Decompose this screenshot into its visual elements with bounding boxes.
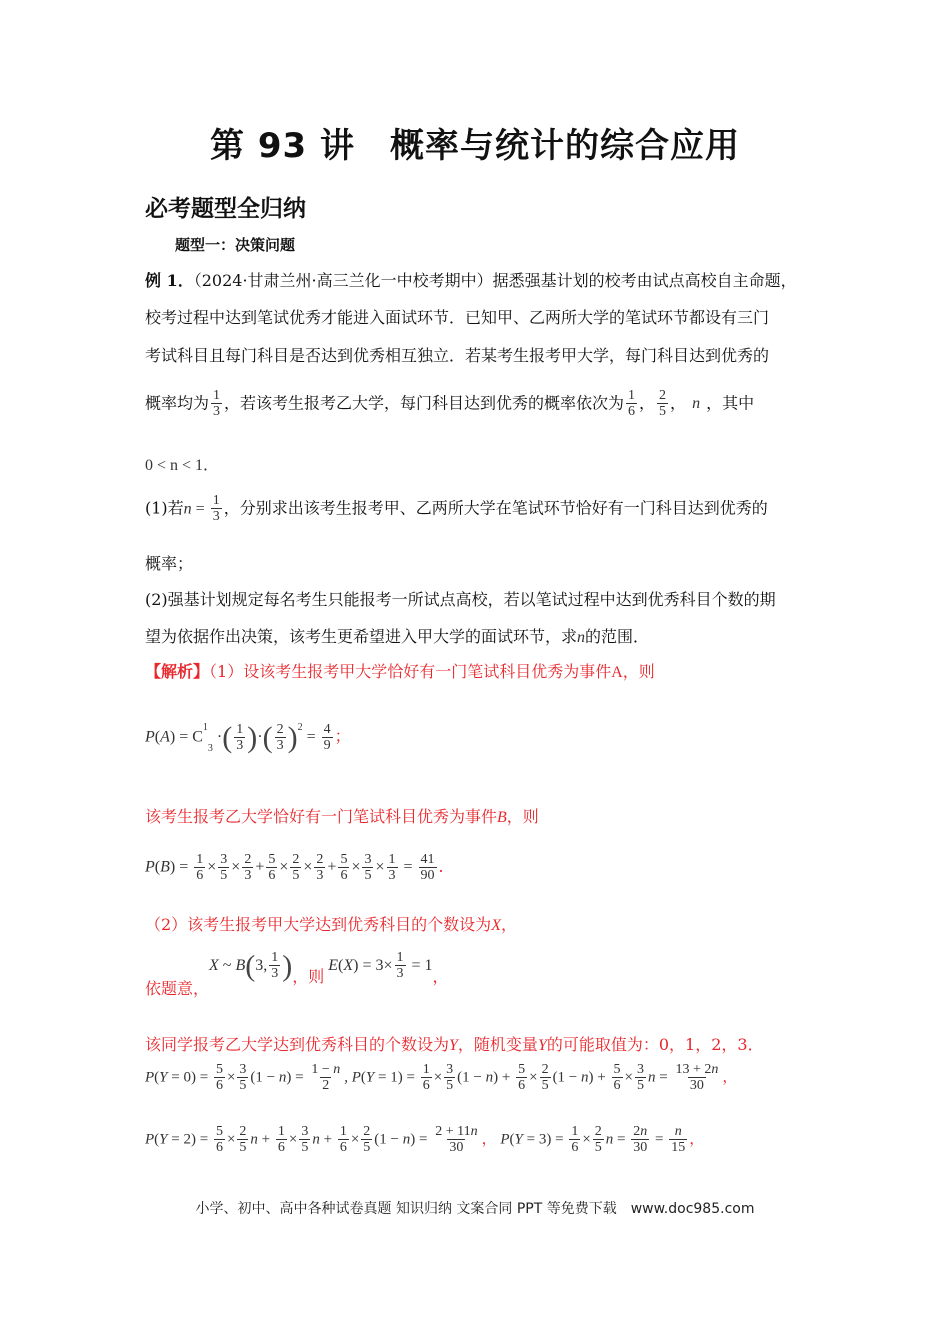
solution-line-4: 依题意，X ~ B(3, $\frac{1}{3}$ )，则 E(X) = 3× $\frac{1}{3}$ = 1，	[145, 948, 449, 998]
section-heading: 必考题型全归纳	[145, 196, 306, 222]
solution-text-3: （2）该考生报考甲大学达到优秀科目的个数设为	[145, 915, 492, 934]
line4-text-b: ，若该考生报考乙大学，每门科目达到优秀的概率依次为	[224, 393, 625, 413]
example-line-5: 0 < n < 1．	[145, 457, 220, 474]
formula-p-b: P(B) = $\frac{1}{6}$ × $\frac{3}{5}$ × $\frac{2}{3}$ + $\frac{5}{6}$ × $\frac{2}{5}$ × $\frac{2}{3}$ + $\frac{5}{6}$ × $\frac{3}{5}$ × $\frac{1}{3}$ = $\frac{41}{90}$ ．	[145, 852, 455, 884]
subsection-heading: 题型一：决策问题	[175, 236, 296, 254]
solution-label: 【解析】	[145, 662, 210, 681]
fraction-1-6: $\frac{1}{6}$	[628, 388, 636, 420]
solution-line-1: 【解析】（1）设该考生报考甲大学恰好有一门笔试科目优秀为事件A，则	[145, 662, 655, 681]
q2-text-c: 的范围．	[585, 627, 650, 646]
q1-math: n	[183, 500, 192, 518]
solution-text-4b: ，则	[292, 966, 325, 986]
var-n: n	[692, 395, 701, 413]
solution-text-4a: 依题意，	[145, 978, 210, 998]
question-1-cont: 概率；	[145, 554, 194, 573]
var-n-2: n	[577, 629, 586, 646]
question-2-line-2	[145, 624, 649, 647]
q1-text-a: (1)若	[145, 498, 184, 518]
question-1: (1)若n = $\frac{1}{3}$ ，分别求出该考生报考甲、乙两所大学在笔试环节恰好有一门科目达到优秀的	[145, 493, 768, 525]
solution-text-5: 该同学报考乙大学达到优秀科目的个数设为	[145, 1035, 450, 1054]
fraction-1-3: $\frac{1}{3}$	[213, 388, 221, 420]
q2-text-b: 望为依据作出决策，该考生更希望进入甲大学的面试环节，求	[145, 627, 578, 646]
solution-line-3: （2）该考生报考甲大学达到优秀科目的个数设为X，	[145, 915, 517, 934]
solution-text-1-end: ，则	[622, 662, 655, 681]
formula-py-2-3: P(Y = 2) = $\frac{5}{6}$ × $\frac{2}{5}$ n + $\frac{1}{6}$ × $\frac{3}{5}$ n + $\frac{1}{6}$ × $\frac{2}{5}$ (1 − n) = $\frac{2 + 11n}{30}$ ， P(Y = 3) = $\frac{1}{6}$ × $\frac{2}{5}$ n = $\frac{2n}{30}$ = $\frac{n}{15}$ ，	[145, 1124, 705, 1156]
page-title: 第 93 讲 概率与统计的综合应用	[210, 126, 740, 166]
fraction-2-5: $\frac{2}{5}$	[659, 388, 667, 420]
question-2-line-1: (2)强基计划规定每名考生只能报考一所试点高校，若以笔试过程中达到优秀科目个数的期	[145, 590, 776, 609]
solution-text-5b: ，随机变量	[457, 1035, 538, 1054]
line4-text-a: 概率均为	[145, 393, 210, 413]
line4-text-c: ，其中	[706, 393, 755, 413]
solution-line-5: 该同学报考乙大学达到优秀科目的个数设为Y，随机变量Y的可能取值为：0，1，2，3．	[145, 1035, 764, 1054]
solution-text-1: （1）设该考生报考甲大学恰好有一门笔试科目优秀为事件	[209, 662, 612, 681]
formula-py-0-1: P(Y = 0) = $\frac{5}{6}$ × $\frac{3}{5}$ (1 − n) = $\frac{1 - n}{2}$ , P(Y = 1) = $\frac{1}{6}$ × $\frac{3}{5}$ (1 − n) + $\frac{5}{6}$ × $\frac{2}{5}$ (1 − n) + $\frac{5}{6}$ × $\frac{3}{5}$ n = $\frac{13 + 2n}{30}$ ，	[145, 1062, 738, 1094]
example-line-3: 考试科目且每门科目是否达到优秀相互独立．若某考生报考甲大学，每门科目达到优秀的	[145, 346, 770, 365]
example-line-2: 校考过程中达到笔试优秀才能进入面试环节．已知甲、乙两所大学的笔试环节都设有三门	[145, 308, 770, 327]
fraction-1-3-b: $\frac{1}{3}$	[212, 493, 220, 525]
solution-text-2: 该考生报考乙大学恰好有一门笔试科目优秀为事件	[145, 807, 498, 826]
formula-p-a: $P(A) = C^13$ ·( $\frac{1}{3}$ )·( $\frac{2}{3}$ )$^2$ = $\frac{4}{9}$ ；	[145, 720, 351, 754]
solution-text-2-end: ，则	[506, 807, 539, 826]
q1-text-b: ，分别求出该考生报考甲、乙两所大学在笔试环节恰好有一门科目达到优秀的	[223, 498, 768, 518]
solution-line-2: 该考生报考乙大学恰好有一门笔试科目优秀为事件B，则	[145, 807, 539, 826]
example-label: 例 1．	[145, 271, 194, 290]
solution-text-5c: 的可能取值为：0，1，2，3．	[546, 1035, 764, 1054]
footer: 小学、初中、高中各种试卷真题 知识归纳 文案合同 PPT 等免费下载 www.doc985.com	[195, 1201, 755, 1217]
example-line-4: 概率均为 $\frac{1}{3}$ ，若该考生报考乙大学，每门科目达到优秀的概率依次为 $\frac{1}{6}$ ， $\frac{2}{5}$ ， n ，其中	[145, 388, 755, 420]
example-text-1: （2024·甘肃兰州·高三兰化一中校考期中）据悉强基计划的校考由试点高校自主命题，	[193, 271, 797, 290]
example-line-1	[145, 268, 797, 291]
